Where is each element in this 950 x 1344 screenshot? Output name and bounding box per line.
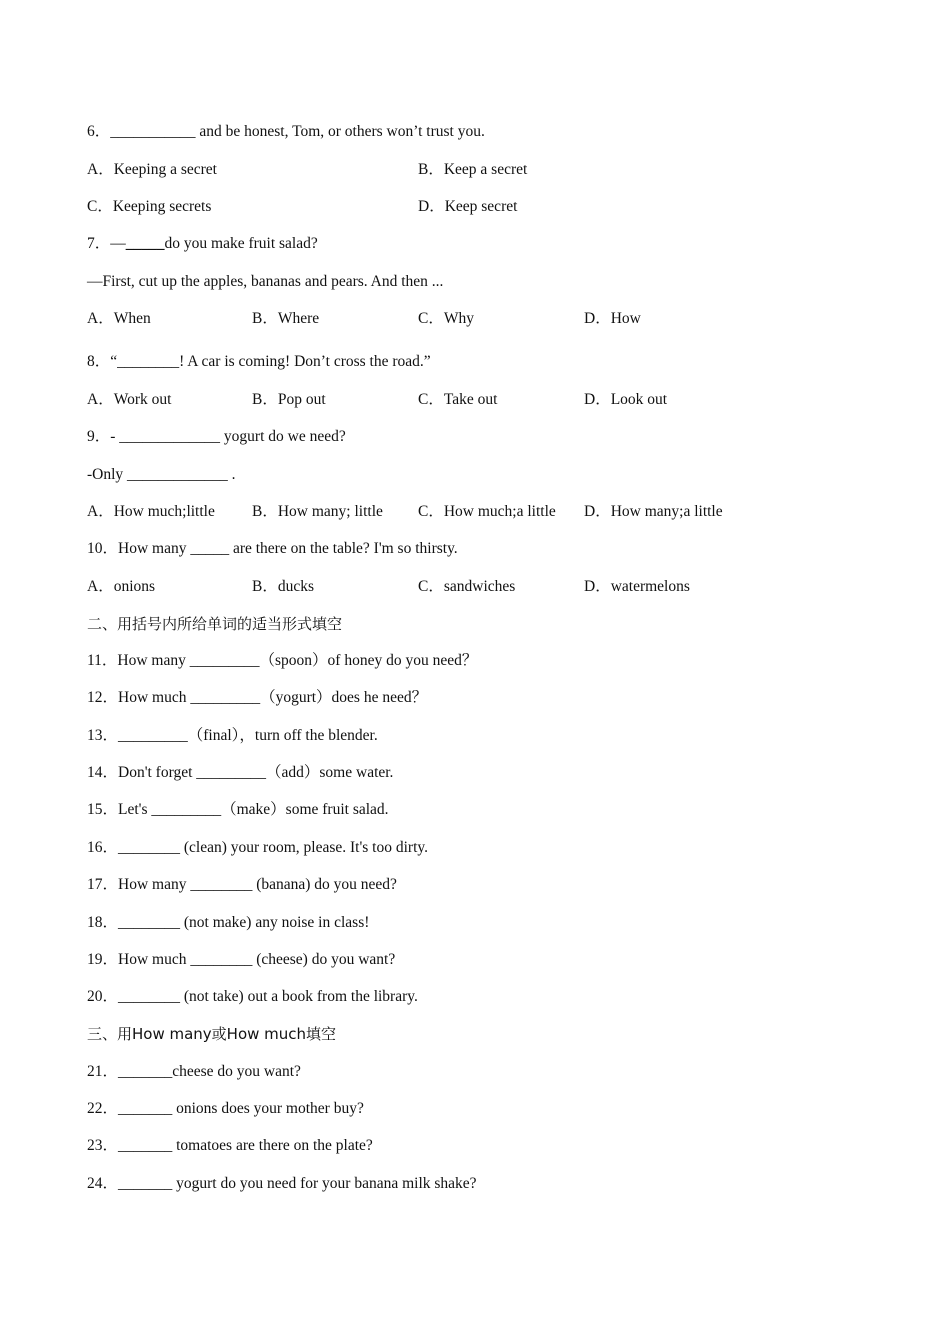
question-18: 18．________ (not make) any noise in class! <box>87 914 370 931</box>
question-9-stem: 9．- _____________ yogurt do we need? <box>87 428 346 445</box>
question-9-option-a: A．How much;little <box>87 503 215 520</box>
question-7-option-b: B．Where <box>252 310 320 327</box>
section-2-heading: 二、用括号内所给单词的适当形式填空 <box>87 615 343 633</box>
question-9-line2: -Only _____________ . <box>87 466 236 483</box>
question-14: 14．Don't forget _________（add）some water. <box>87 764 394 781</box>
question-7-option-c: C．Why <box>418 310 474 327</box>
question-13: 13．_________（final），turn off the blender. <box>87 727 378 744</box>
question-8-stem: 8．“________! A car is coming! Don’t cross the road.” <box>87 353 431 370</box>
question-6-stem: 6．___________ and be honest, Tom, or others won’t trust you. <box>87 123 485 140</box>
question-8-option-d: D．Look out <box>584 391 668 408</box>
question-17: 17．How many ________ (banana) do you need? <box>87 876 397 893</box>
question-9-option-b: B．How many; little <box>252 503 383 520</box>
question-7-line2: —First, cut up the apples, bananas and pears. And then ... <box>87 273 444 290</box>
question-12: 12．How much _________（yogurt）does he need？ <box>87 689 428 706</box>
question-15: 15．Let's _________（make）some fruit salad. <box>87 801 389 818</box>
question-8-option-a: A．Work out <box>87 391 172 408</box>
question-7-text: do you make fruit salad? <box>164 235 318 252</box>
question-9-option-d: D．How many;a little <box>584 503 723 520</box>
question-8-option-c: C．Take out <box>418 391 498 408</box>
question-7-option-d: D．How <box>584 310 641 327</box>
question-22: 22．_______ onions does your mother buy? <box>87 1100 364 1117</box>
question-9-option-c: C．How much;a little <box>418 503 556 520</box>
question-7-number: 7．— <box>87 235 126 252</box>
question-11: 11．How many _________（spoon）of honey do you need？ <box>87 652 478 669</box>
section-3-heading: 三、用How many或How much填空 <box>87 1025 337 1043</box>
question-7-option-a: A．When <box>87 310 151 327</box>
question-7-blank: _____ <box>125 235 165 252</box>
question-6-option-b: B．Keep a secret <box>418 161 528 178</box>
question-6-option-c: C．Keeping secrets <box>87 198 212 215</box>
question-10-option-b: B．ducks <box>252 578 315 595</box>
question-10-option-d: D．watermelons <box>584 578 690 595</box>
question-10-option-a: A．onions <box>87 578 156 595</box>
question-24: 24．_______ yogurt do you need for your banana milk shake? <box>87 1175 477 1192</box>
question-21: 21．_______cheese do you want? <box>87 1063 301 1080</box>
question-20: 20．________ (not take) out a book from the library. <box>87 988 418 1005</box>
question-8-option-b: B．Pop out <box>252 391 326 408</box>
question-19: 19．How much ________ (cheese) do you want? <box>87 951 396 968</box>
question-16: 16．________ (clean) your room, please. It's too dirty. <box>87 839 428 856</box>
question-23: 23．_______ tomatoes are there on the plate? <box>87 1137 373 1154</box>
question-6-option-d: D．Keep secret <box>418 198 518 215</box>
question-6-option-a: A．Keeping a secret <box>87 161 217 178</box>
question-10-stem: 10．How many _____ are there on the table? I'm so thirsty. <box>87 540 458 557</box>
question-7-stem <box>87 234 318 254</box>
question-10-option-c: C．sandwiches <box>418 578 516 595</box>
